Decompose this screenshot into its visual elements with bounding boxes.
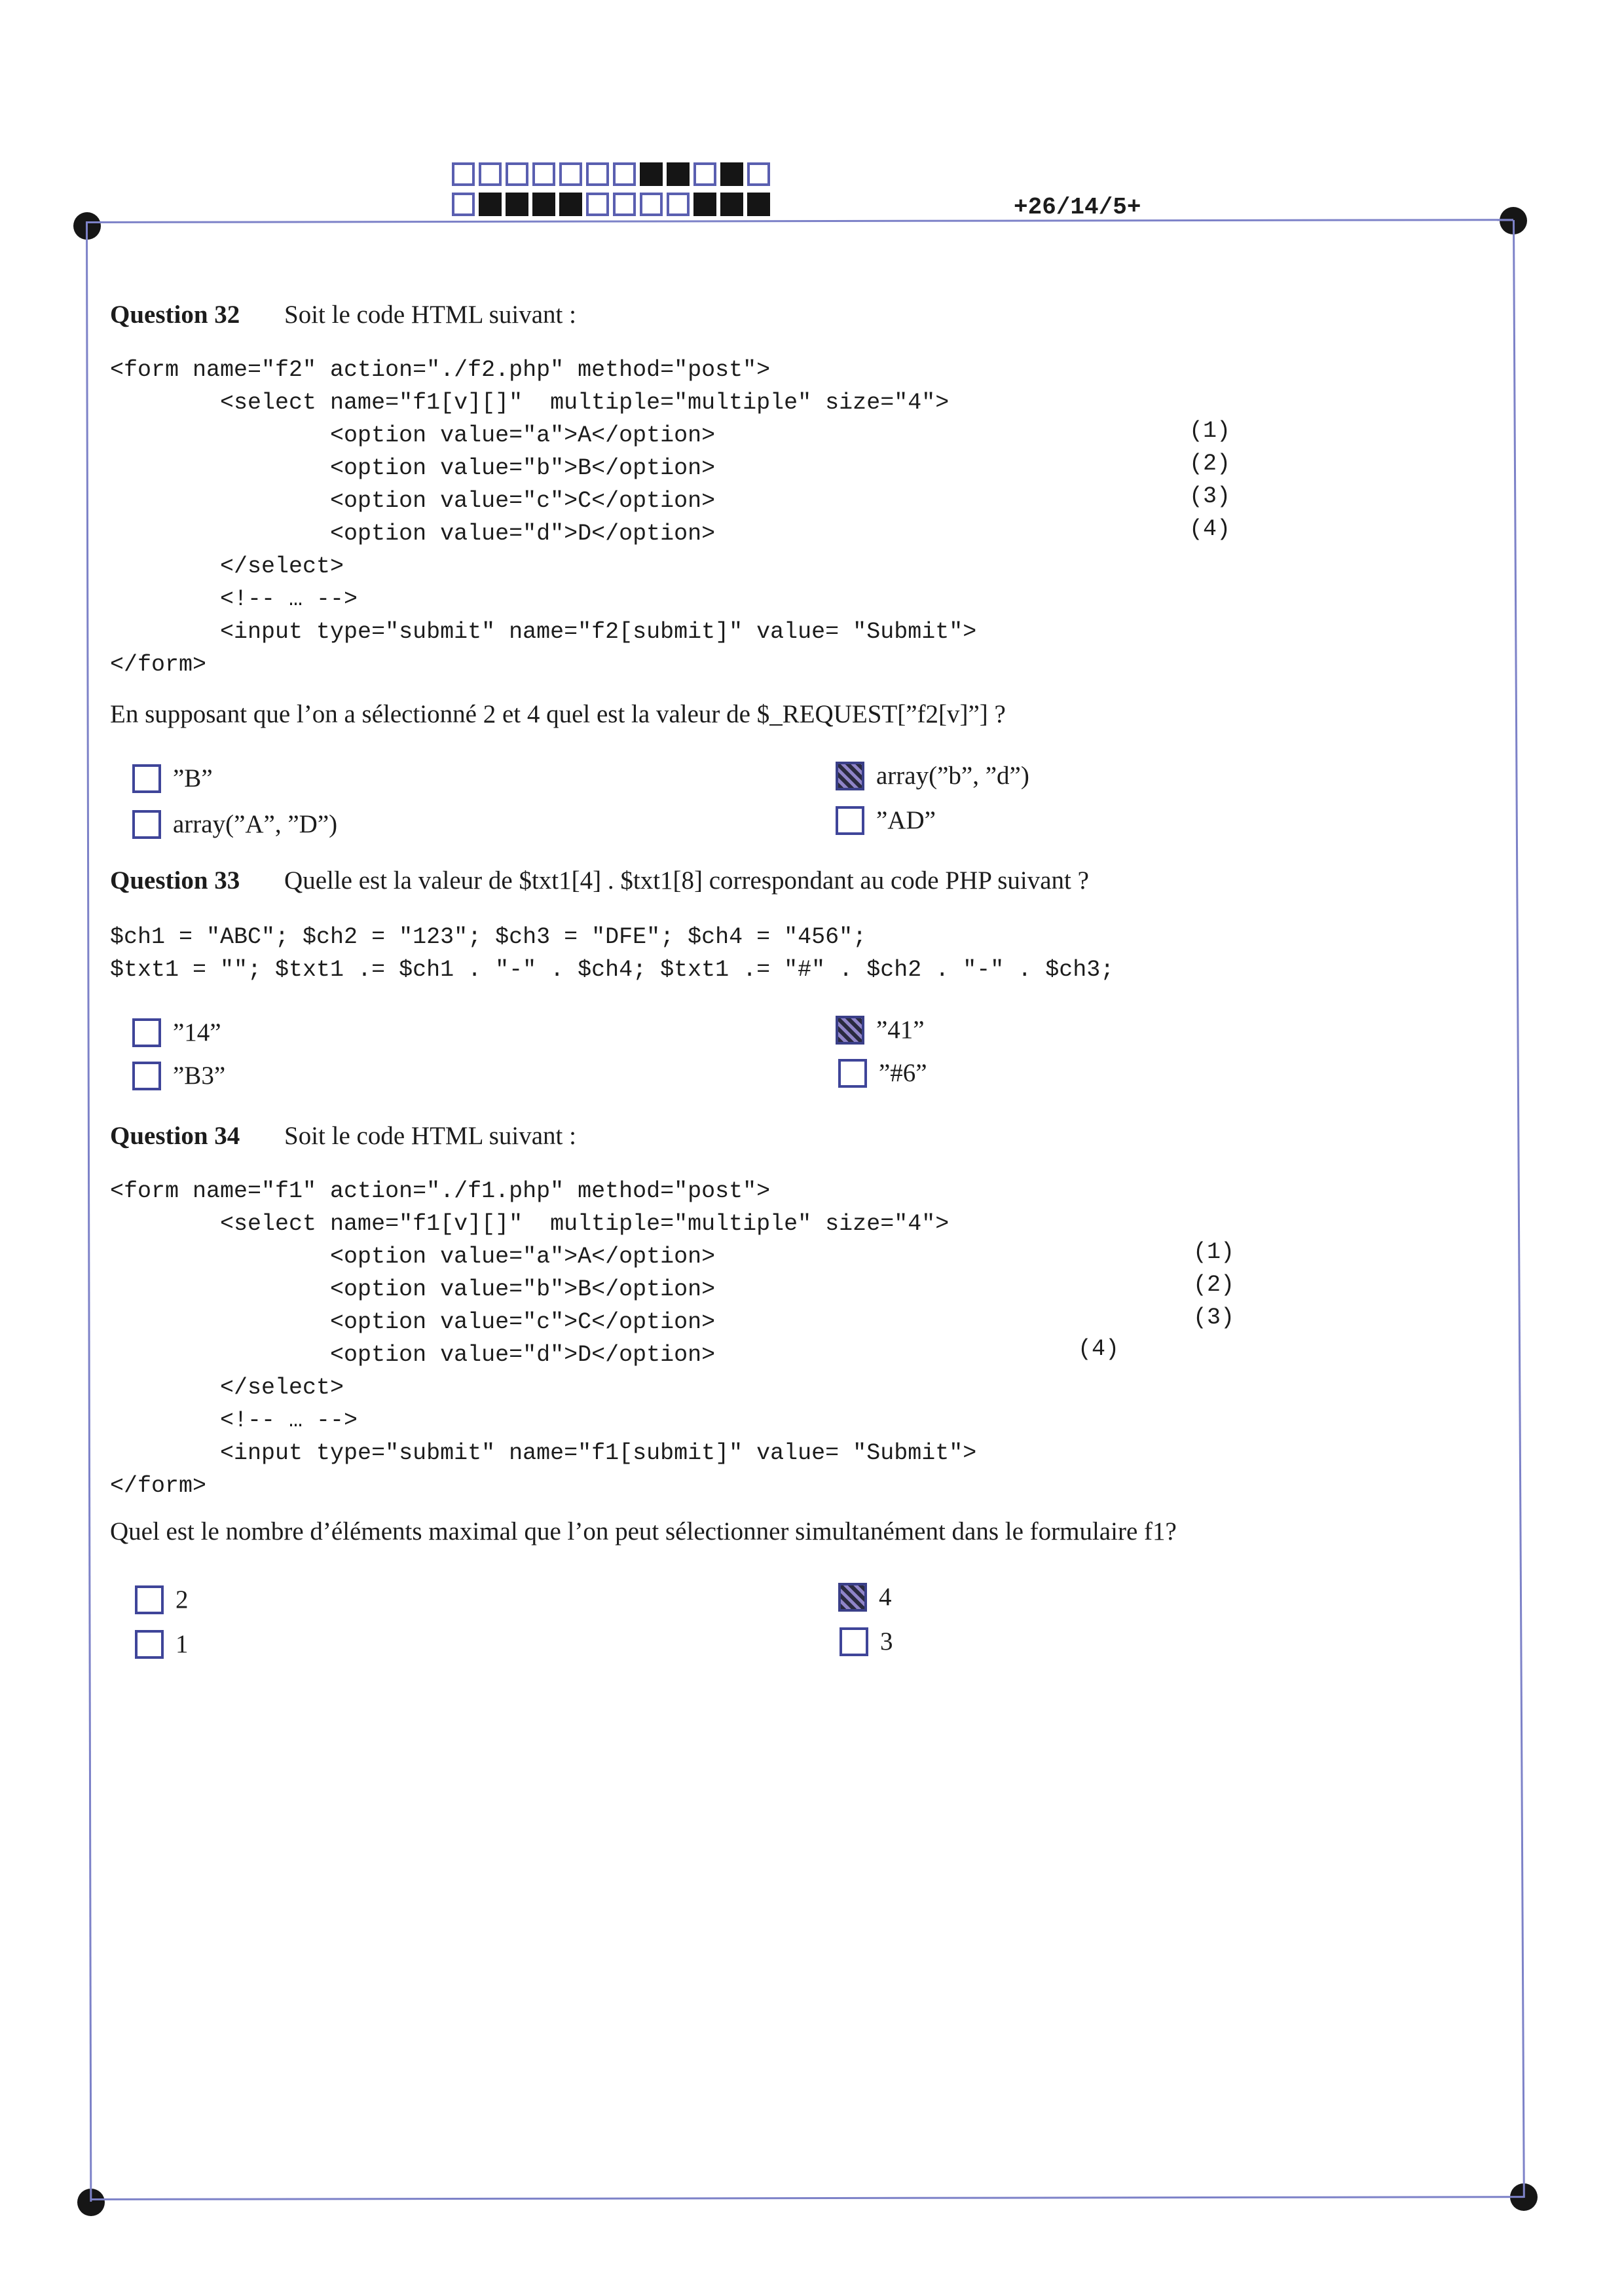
q32-answer-3[interactable] (836, 761, 1029, 790)
answer-label: 2 (175, 1585, 189, 1614)
q34-answer-1[interactable] (135, 1585, 189, 1614)
code-cell-empty (506, 162, 528, 186)
answer-label: array(”A”, ”D”) (173, 810, 338, 838)
answer-label: ”AD” (876, 806, 936, 834)
checkbox[interactable] (840, 1627, 868, 1656)
code-line: <!-- … --> (110, 1407, 358, 1434)
option-number-4: (4) (1078, 1336, 1120, 1362)
option-number-1: (1) (1189, 418, 1231, 444)
code-cell-filled (559, 193, 582, 216)
answer-label: ”B” (173, 764, 213, 792)
answer-label: ”B3” (173, 1062, 226, 1090)
q34-answer-2[interactable] (135, 1629, 189, 1659)
frame-top (87, 219, 1513, 223)
q33-answer-1[interactable] (132, 1018, 221, 1047)
code-line: <input type="submit" name="f2[submit]" value= "Submit"> (110, 619, 977, 645)
answer-label: ”14” (173, 1018, 221, 1046)
code-line: <option value="d">D</option> (110, 1342, 716, 1368)
question-34-header (110, 1121, 576, 1151)
code-cell-empty (586, 193, 609, 216)
code-line: <option value="b">B</option> (110, 455, 716, 481)
q33-answer-2[interactable] (132, 1061, 225, 1090)
code-cell-filled (693, 193, 716, 216)
code-line: <option value="d">D</option> (110, 521, 716, 547)
option-number-2: (2) (1193, 1272, 1235, 1298)
code-line: <form name="f2" action="./f2.php" method="post"> (110, 357, 771, 383)
code-bar-row-1 (452, 162, 774, 186)
code-line: </form> (110, 652, 207, 678)
question-33-label: Question 33 (110, 866, 240, 895)
question-32-label: Question 32 (110, 301, 240, 329)
frame-bottom (91, 2196, 1524, 2200)
option-number-2: (2) (1189, 451, 1231, 477)
code-bar-row-2 (452, 193, 774, 216)
answer-label: 4 (879, 1583, 892, 1611)
checkbox[interactable] (135, 1585, 164, 1614)
checkbox[interactable] (838, 1059, 867, 1088)
code-line: <input type="submit" name="f1[submit]" value= "Submit"> (110, 1440, 977, 1466)
checkbox[interactable] (135, 1630, 164, 1659)
question-33-code (110, 921, 1114, 986)
code-line: </select> (110, 1375, 344, 1401)
question-34-prompt: Soit le code HTML suivant : (284, 1122, 576, 1150)
code-cell-empty (667, 193, 690, 216)
question-34-code (110, 1175, 976, 1502)
question-32-text: En supposant que l’on a sélectionné 2 et 4 quel est la valeur de $_REQUEST[”f2[v]”] ? (110, 700, 1006, 728)
code-line: <option value="a">A</option> (110, 422, 716, 449)
code-cell-empty (613, 162, 636, 186)
code-line: </form> (110, 1473, 207, 1499)
code-cell-empty (640, 193, 663, 216)
code-cell-empty (747, 162, 770, 186)
question-32-header (110, 300, 576, 329)
code-cell-filled (720, 193, 743, 216)
code-line: <option value="a">A</option> (110, 1244, 716, 1270)
q32-answer-1[interactable] (132, 764, 213, 793)
checkbox[interactable] (132, 810, 161, 839)
code-line: <!-- … --> (110, 586, 358, 612)
answer-label: ”41” (876, 1016, 925, 1044)
code-cell-empty (532, 162, 555, 186)
checkbox[interactable] (132, 1018, 161, 1047)
code-line: <select name="f1[v][]" multiple="multiple" size="4"> (110, 1211, 950, 1237)
q33-answer-3[interactable] (836, 1015, 925, 1045)
question-34-text: Quel est le nombre d’éléments maximal que l’on peut sélectionner simultanément dans le formulaire f1? (110, 1517, 1177, 1546)
option-number-3: (3) (1189, 483, 1231, 509)
code-line: $ch1 = "ABC"; $ch2 = "123"; $ch3 = "DFE"; $ch4 = "456"; (110, 924, 867, 950)
code-line: <option value="c">C</option> (110, 488, 716, 514)
checkbox[interactable] (836, 806, 864, 835)
question-33-prompt: Quelle est la valeur de $txt1[4] . $txt1[8] correspondant au code PHP suivant ? (284, 866, 1089, 895)
option-number-4: (4) (1189, 516, 1231, 542)
code-cell-empty (693, 162, 716, 186)
option-number-3: (3) (1193, 1305, 1235, 1331)
code-cell-empty (613, 193, 636, 216)
q33-answer-4[interactable] (838, 1058, 927, 1088)
code-cell-empty (559, 162, 582, 186)
code-line: </select> (110, 553, 344, 580)
code-cell-empty (452, 193, 475, 216)
q34-answer-3[interactable] (838, 1582, 892, 1612)
code-cell-filled (720, 162, 743, 186)
question-34-label: Question 34 (110, 1122, 240, 1150)
option-number-1: (1) (1193, 1239, 1235, 1265)
frame-right (1513, 220, 1525, 2198)
q34-answer-4[interactable] (840, 1627, 893, 1656)
code-line: <select name="f1[v][]" multiple="multiple" size="4"> (110, 390, 950, 416)
code-line: $txt1 = ""; $txt1 .= $ch1 . "-" . $ch4; $txt1 .= "#" . $ch2 . "-" . $ch3; (110, 957, 1115, 983)
answer-label: array(”b”, ”d”) (876, 762, 1029, 790)
code-cell-filled (532, 193, 555, 216)
checkbox-checked[interactable] (836, 762, 864, 790)
page-id: +26/14/5+ (1014, 194, 1141, 221)
code-cell-empty (479, 162, 502, 186)
frame-left (86, 221, 92, 2202)
code-line: <form name="f1" action="./f1.php" method="post"> (110, 1178, 771, 1204)
code-cell-filled (479, 193, 502, 216)
q32-answer-4[interactable] (836, 805, 936, 835)
code-cell-empty (452, 162, 475, 186)
code-cell-empty (586, 162, 609, 186)
answer-label: 1 (175, 1630, 189, 1658)
code-line: <option value="b">B</option> (110, 1276, 716, 1303)
checkbox-checked[interactable] (836, 1016, 864, 1045)
code-cell-filled (506, 193, 528, 216)
checkbox[interactable] (132, 1062, 161, 1090)
question-32-prompt: Soit le code HTML suivant : (284, 301, 576, 329)
q32-answer-2[interactable] (132, 809, 337, 839)
code-cell-filled (640, 162, 663, 186)
code-line: <option value="c">C</option> (110, 1309, 716, 1335)
code-cell-filled (667, 162, 690, 186)
checkbox-checked[interactable] (838, 1583, 867, 1612)
code-cell-filled (747, 193, 770, 216)
answer-label: 3 (880, 1627, 893, 1656)
answer-label: ”#6” (879, 1059, 927, 1087)
question-33-header (110, 866, 1089, 895)
question-32-code (110, 354, 976, 681)
checkbox[interactable] (132, 764, 161, 793)
